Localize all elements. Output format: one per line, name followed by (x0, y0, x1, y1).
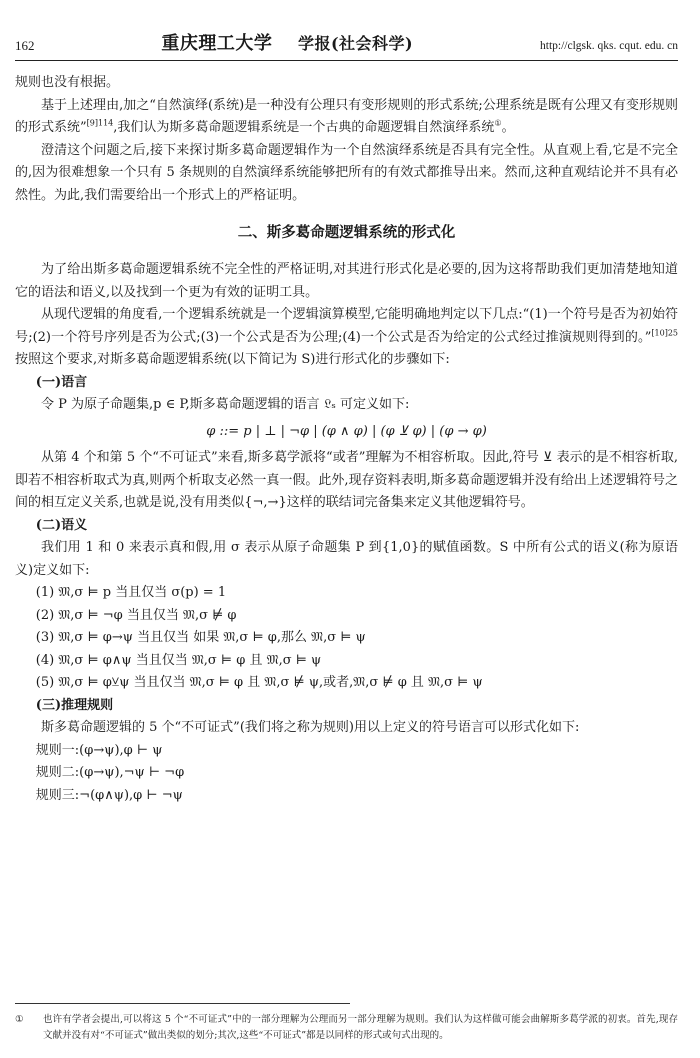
footnote-text: 也许有学者会提出,可以将这 5 个“不可证式”中的一部分理解为公理而另一部分理解为规则。我们认为这样做可能会曲解斯多葛学派的初衷。首先,现存文献并没有对“不可证式”做出类似的划分;其次,这些“不可证式”都是以同样的形式或句式出现的。 (43, 1014, 678, 1041)
journal-title (161, 32, 413, 56)
paragraph: 澄清这个问题之后,接下来探讨斯多葛命题逻辑作为一个自然演绎系统是否具有完全性。从直观上看,它是不完全的,因为很难想象一个只有 5 条规则的自然演绎系统能够把所有的有效式都推导出来。然而,这种直观结论并不具有必然性。为此,我们需要给出一个形式上的严格证明。 (15, 142, 678, 203)
inference-rule: 规则二:(φ→ψ),¬ψ ⊢ ¬φ (35, 765, 185, 780)
semantic-clause: (4) 𝔐,σ ⊨ φ∧ψ 当且仅当 𝔐,σ ⊨ φ 且 𝔐,σ ⊨ ψ (35, 652, 322, 668)
page-header (15, 30, 678, 56)
paragraph-text: 。 (501, 120, 515, 135)
citation: [10]25 (651, 328, 678, 338)
journal-title-main: 重庆理工大学 (161, 33, 273, 54)
journal-title-sub: 学报(社会科学) (297, 34, 414, 53)
citation: [9]114 (86, 118, 114, 128)
semantic-clause: (3) 𝔐,σ ⊨ φ→ψ 当且仅当 如果 𝔐,σ ⊨ φ,那么 𝔐,σ ⊨ ψ (35, 630, 366, 645)
paragraph-text: 基于上述理由,加之“自然演绎(系统)是一种没有公理只有变形规则的形式系统;公理系统是既有公理又有变形规则的形式系统” (15, 97, 678, 135)
paragraph: 从第 4 个和第 5 个“不可证式”来看,斯多葛学派将“或者”理解为不相容析取。因此,符号 ⊻ 表示的是不相容析取,即若不相容析取式为真,则两个析取支必然一真一假。此外,现存资料表明,斯多葛命题逻辑并没有给出上述逻辑符号之间的相互定义关系,也就是说,没有用类似{¬,→}这样的联结词完备集来定义其他逻辑符号。 (15, 450, 678, 510)
paragraph: 为了给出斯多葛命题逻辑系统不完全性的严格证明,对其进行形式化是必要的,因为这将帮助我们更加清楚地知道它的语法和语义,以及找到一个更为有效的证明工具。 (15, 262, 678, 300)
footnote (15, 1012, 678, 1044)
subsection-title: (二)语义 (35, 517, 88, 533)
paragraph: 规则也没有根据。 (15, 75, 120, 90)
footnote-mark: ① (15, 1014, 24, 1025)
paragraph (15, 95, 678, 140)
paragraph-text: ,我们认为斯多葛命题逻辑系统是一个古典的命题逻辑自然演绎系统 (113, 120, 495, 135)
paragraph (15, 304, 678, 372)
journal-url: http://clgsk. qks. cqut. edu. cn (540, 40, 678, 52)
article-body (15, 72, 678, 807)
page-number: 162 (15, 38, 35, 53)
header-rule (15, 60, 678, 61)
subsection-title: (一)语言 (35, 374, 88, 390)
footnote-rule (15, 1003, 350, 1004)
inference-rule: 规则一:(φ→ψ),φ ⊢ ψ (35, 742, 163, 758)
subsection-title: (三)推理规则 (35, 697, 114, 713)
paragraph-text: 按照这个要求,对斯多葛命题逻辑系统(以下简记为 S)进行形式化的步骤如下: (15, 352, 450, 367)
semantic-clause: (5) 𝔐,σ ⊨ φ⊻ψ 当且仅当 𝔐,σ ⊨ φ 且 𝔐,σ ⊭ ψ,或者,𝔐,σ ⊭ φ 且 𝔐,σ ⊨ ψ (35, 675, 483, 690)
section-title: 二、斯多葛命题逻辑系统的形式化 (237, 224, 456, 241)
paragraph: 我们用 1 和 0 来表示真和假,用 σ 表示从原子命题集 P 到{1,0}的赋值函数。S 中所有公式的语义(称为原语义)定义如下: (15, 540, 678, 578)
grammar-formula: φ ::= p | ⊥ | ¬φ | (φ ∧ φ) | (φ ⊻ φ) | (φ → φ) (206, 423, 487, 439)
paragraph: 令 P 为原子命题集,p ∈ P,斯多葛命题逻辑的语言 𝔏ₛ 可定义如下: (41, 397, 410, 412)
footnote-marker: ① (494, 118, 502, 128)
paragraph-text: 从现代逻辑的角度看,一个逻辑系统就是一个逻辑演算模型,它能明确地判定以下几点:“(1)一个符号是否为初始符号;(2)一个符号序列是否为公式;(3)一个公式是否为公理;(4)一个公式是否为给定的公式经过推演规则得到的。” (15, 307, 678, 345)
inference-rule: 规则三:¬(φ∧ψ),φ ⊢ ¬ψ (35, 787, 183, 803)
paragraph: 斯多葛命题逻辑的 5 个“不可证式”(我们将之称为规则)用以上定义的符号语言可以形式化如下: (41, 720, 580, 735)
semantic-clause: (2) 𝔐,σ ⊨ ¬φ 当且仅当 𝔐,σ ⊭ φ (35, 607, 237, 623)
semantic-clause: (1) 𝔐,σ ⊨ p 当且仅当 σ(p) = 1 (35, 585, 227, 600)
